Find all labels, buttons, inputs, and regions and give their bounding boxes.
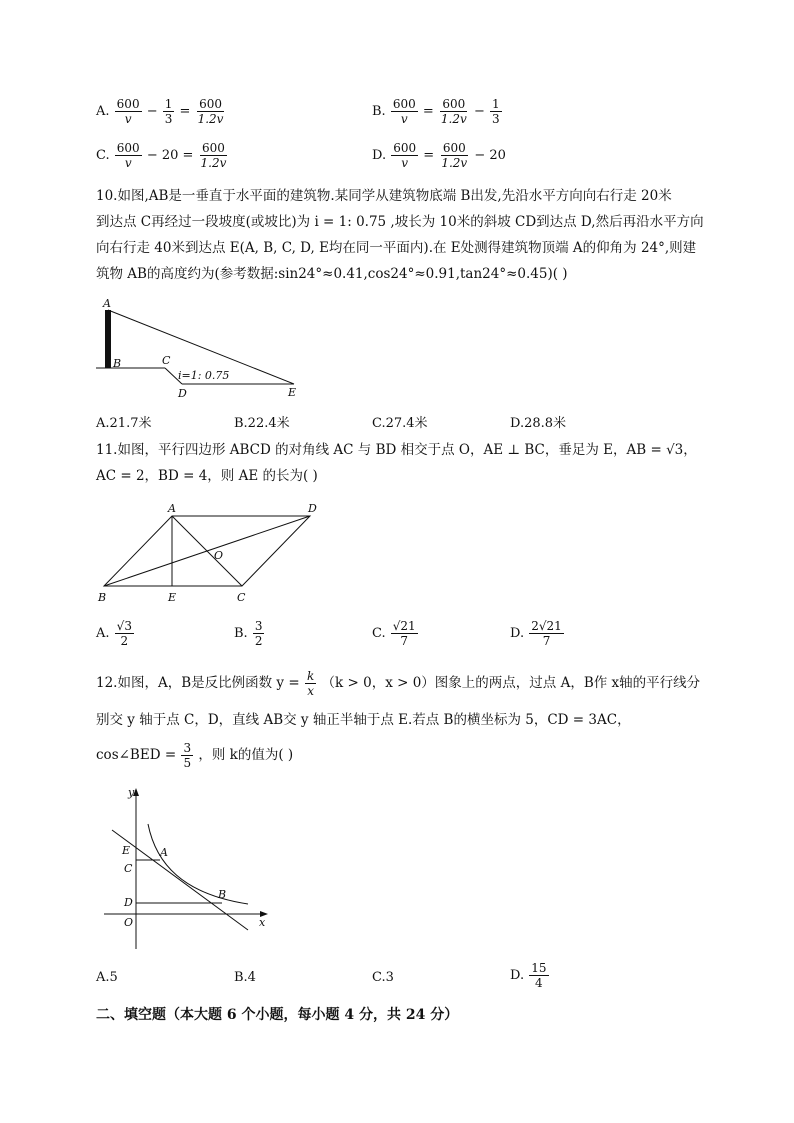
- operator: − 20: [474, 148, 506, 163]
- fraction: [529, 962, 548, 989]
- q11-option-b: [234, 620, 265, 647]
- denominator: 4: [535, 976, 543, 990]
- denominator: 1.2v: [440, 112, 467, 126]
- q9-option-b: [372, 98, 503, 125]
- label-e: E: [288, 386, 297, 399]
- denominator: v: [124, 156, 132, 170]
- numerator: 2√21: [531, 619, 562, 633]
- q11-figure: [94, 500, 334, 606]
- section-heading: 二、填空题（本大题 6 个小题，每小题 4 分，共 24 分）: [96, 1007, 459, 1023]
- operator: −: [146, 104, 158, 119]
- option-letter: A.: [96, 626, 110, 641]
- numerator: 15: [531, 961, 547, 975]
- option-letter: D.: [510, 968, 525, 983]
- option-letter: C.: [372, 626, 386, 641]
- label-o: O: [214, 549, 224, 562]
- option-letter: C.: [96, 148, 110, 163]
- q12-option-b: B.4: [234, 970, 256, 985]
- fraction: [253, 620, 265, 647]
- numerator: 600: [202, 141, 225, 155]
- hyperbola-curve: [148, 824, 248, 904]
- q12-option-a: A.5: [96, 970, 118, 985]
- label-a: A: [168, 502, 176, 515]
- label-o: O: [124, 916, 134, 929]
- q10-option-a: A.21.7米: [96, 416, 152, 431]
- numerator: 600: [442, 97, 466, 111]
- fraction: [391, 98, 418, 125]
- operator: =: [422, 104, 434, 119]
- denominator: 7: [542, 634, 551, 648]
- q12-figure: [98, 784, 278, 954]
- q10-option-b: B.22.4米: [234, 416, 290, 431]
- q11-option-d: [510, 620, 565, 647]
- q10-option-d: D.28.8米: [510, 416, 567, 431]
- label-c: C: [162, 354, 171, 367]
- numerator: 3: [254, 619, 263, 633]
- fraction: [439, 98, 469, 125]
- diagonal-bd: [104, 516, 310, 586]
- q12-line-1: [96, 670, 700, 697]
- option-letter: B.: [372, 104, 386, 119]
- denominator: 5: [183, 756, 192, 770]
- fraction: [115, 98, 142, 125]
- numerator: √3: [116, 619, 132, 633]
- q9-option-a: [96, 98, 226, 125]
- operator: =: [179, 104, 191, 119]
- option-letter: B.: [234, 626, 248, 641]
- denominator: 2: [254, 634, 263, 648]
- line-ab: [112, 830, 248, 930]
- label-b: B: [113, 357, 122, 370]
- slope-label: i=1: 0.75: [178, 369, 230, 382]
- q10-figure: [90, 298, 310, 402]
- fraction: [199, 142, 229, 169]
- q11-line-2: AC = 2，BD = 4，则 AE 的长为( ): [96, 468, 318, 484]
- operator: −: [473, 104, 485, 119]
- q10-line-4: 筑物 AB的高度约为(参考数据:sin24°≈0.41,cos24°≈0.91,tan24°≈0.45)( ): [96, 266, 568, 282]
- label-x: x: [259, 916, 266, 929]
- denominator: x: [307, 684, 314, 698]
- building-ab: [105, 310, 111, 368]
- numerator: 600: [116, 141, 140, 155]
- fraction: [196, 98, 226, 125]
- numerator: 1: [164, 97, 173, 111]
- operator: − 20 =: [146, 148, 194, 163]
- denominator: 3: [164, 112, 173, 126]
- q12-line-3-end: ，则 k的值为( ): [198, 747, 294, 763]
- fraction: [305, 670, 316, 697]
- q10-option-c: C.27.4米: [372, 416, 428, 431]
- numerator: √21: [392, 619, 416, 633]
- denominator: 7: [400, 634, 409, 648]
- denominator: 1.2v: [200, 156, 227, 170]
- numerator: 600: [116, 97, 140, 111]
- q12-line-1-start: 12.如图，A，B是反比例函数 y =: [96, 675, 300, 691]
- q12-line-2: 别交 y 轴于点 C，D，直线 AB交 y 轴正半轴于点 E.若点 B的横坐标为 5，CD = 3AC，: [96, 712, 631, 728]
- q12-line-3-start: cos∠BED =: [96, 747, 177, 763]
- numerator: 3: [183, 741, 192, 755]
- q12-line-3: [96, 742, 293, 769]
- label-a: A: [160, 846, 168, 859]
- label-c: C: [237, 591, 246, 604]
- fraction: [163, 98, 175, 125]
- q10-line-1: 10.如图,AB是一垂直于水平面的建筑物.某同学从建筑物底端 B出发,先沿水平方向向右行走 20米: [96, 188, 672, 204]
- denominator: v: [124, 112, 132, 126]
- denominator: 1.2v: [197, 112, 224, 126]
- operator: =: [423, 148, 435, 163]
- fraction: [439, 142, 469, 169]
- label-c: C: [124, 862, 133, 875]
- fraction: [115, 620, 134, 647]
- numerator: 600: [393, 141, 417, 155]
- label-e: E: [168, 591, 177, 604]
- q12-option-c: C.3: [372, 970, 394, 985]
- option-letter: D.: [510, 626, 525, 641]
- denominator: v: [400, 112, 408, 126]
- label-d: D: [178, 387, 187, 400]
- label-e: E: [122, 844, 131, 857]
- fraction: [490, 98, 502, 125]
- fraction: [181, 742, 193, 769]
- q9-option-c: [96, 142, 229, 169]
- q12-option-d: [510, 962, 550, 989]
- q9-option-d: [372, 142, 506, 169]
- q10-line-2: 到达点 C再经过一段坡度(或坡比)为 i = 1: 0.75 ,坡长为 10米的斜坡 CD到达点 D,然后再沿水平方向: [96, 214, 704, 230]
- label-b: B: [218, 888, 227, 901]
- q10-line-3: 向右行走 40米到达点 E(A, B, C, D, E均在同一平面内).在 E处测得建筑物顶端 A的仰角为 24°,则建: [96, 240, 697, 256]
- denominator: 3: [491, 112, 500, 126]
- option-letter: D.: [372, 148, 387, 163]
- numerator: 600: [199, 97, 222, 111]
- fraction: [391, 620, 418, 647]
- label-d: D: [308, 502, 317, 515]
- fraction: [529, 620, 564, 647]
- fraction: [115, 142, 142, 169]
- numerator: k: [306, 669, 315, 683]
- label-d: D: [124, 896, 133, 909]
- numerator: 600: [392, 97, 416, 111]
- numerator: 600: [442, 141, 466, 155]
- q11-option-a: [96, 620, 135, 647]
- label-y: y: [128, 786, 135, 799]
- label-b: B: [98, 591, 107, 604]
- q12-line-1-end: （k > 0，x > 0）图象上的两点，过点 A，B作 x轴的平行线分: [321, 675, 701, 691]
- numerator: 1: [491, 97, 500, 111]
- q11-option-c: [372, 620, 419, 647]
- denominator: v: [401, 156, 409, 170]
- fraction: [391, 142, 418, 169]
- q11-line-1: 11.如图，平行四边形 ABCD 的对角线 AC 与 BD 相交于点 O，AE ⊥ BC，垂足为 E，AB = √3，: [96, 442, 697, 458]
- label-a: A: [103, 298, 111, 310]
- denominator: 1.2v: [441, 156, 468, 170]
- option-letter: A.: [96, 104, 110, 119]
- denominator: 2: [120, 634, 129, 648]
